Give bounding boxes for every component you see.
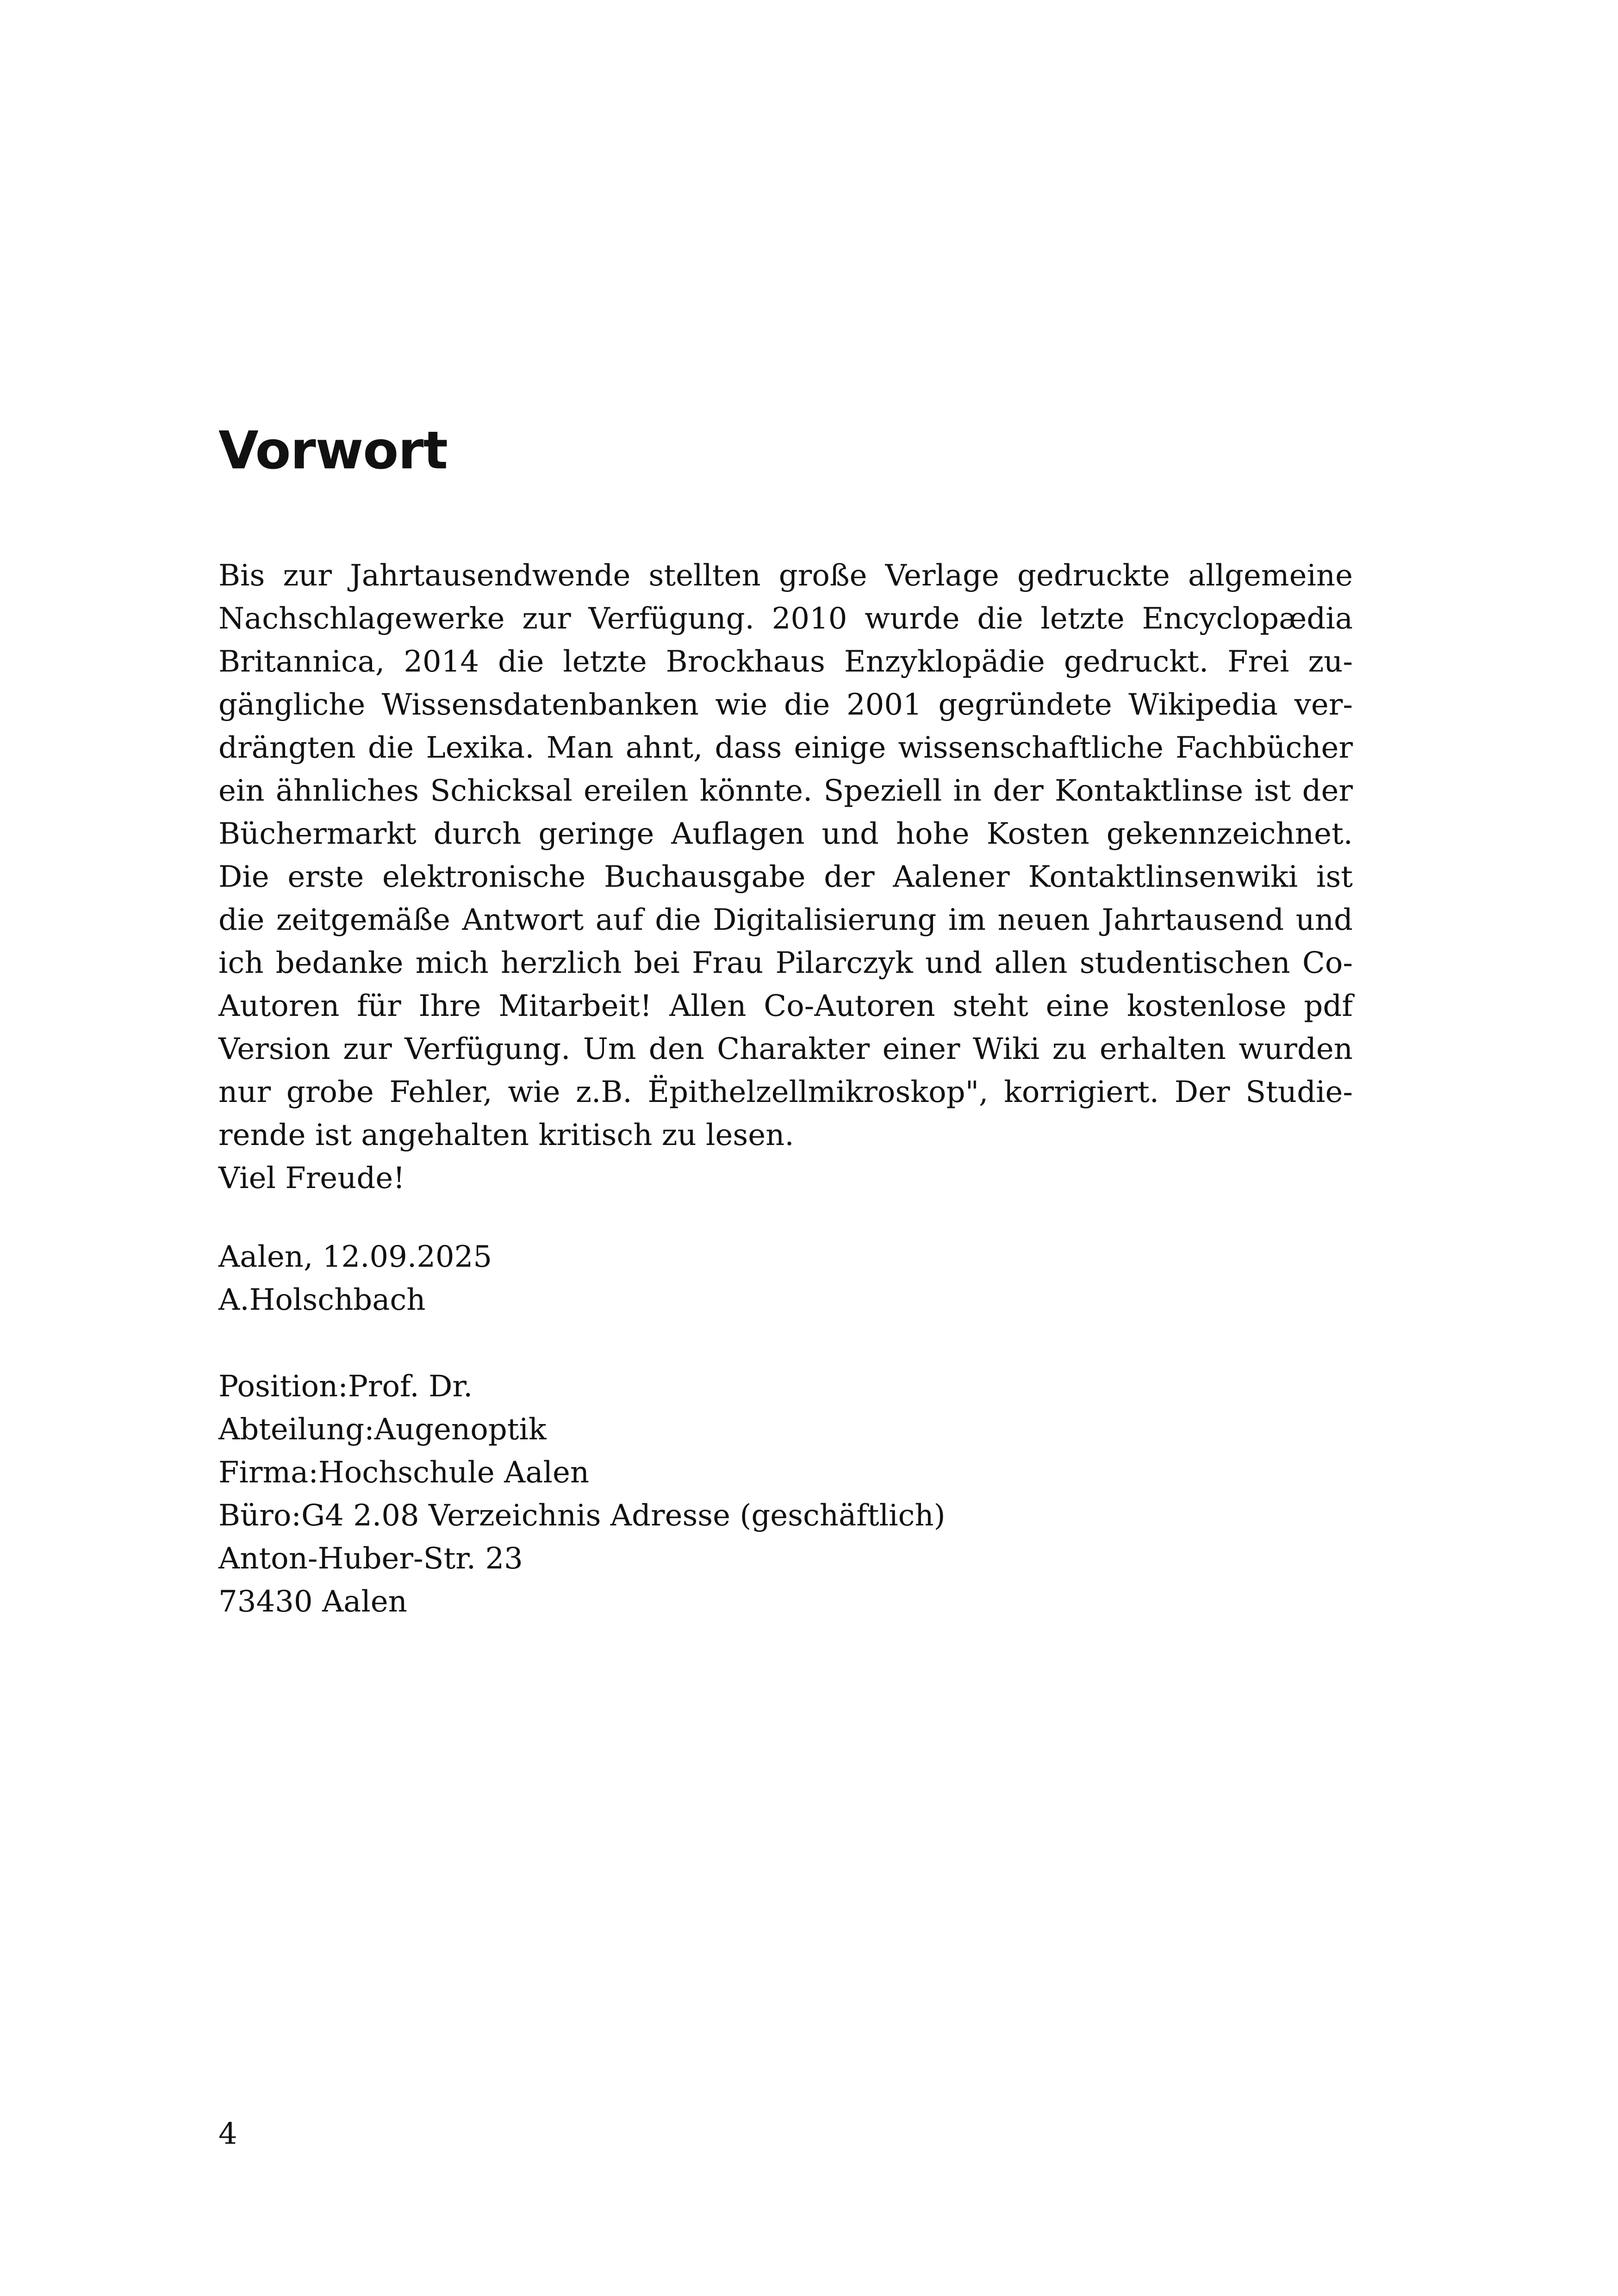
paragraph-line: Die erste elektronische Buchausgabe der Aalener Kontaktlinsenwiki ist xyxy=(218,860,1353,894)
address-block xyxy=(218,1365,946,1624)
paragraph-line: gängliche Wissensdatenbanken wie die 2001 gegründete Wikipedia ver- xyxy=(218,688,1353,722)
paragraph-line: ein ähnliches Schicksal ereilen könnte. Speziell in der Kontaktlinse ist der xyxy=(218,774,1353,808)
preface-paragraph xyxy=(218,554,1353,1200)
author-name: A.Holschbach xyxy=(218,1283,426,1317)
paragraph-line: Nachschlagewerke zur Verfügung. 2010 wurde die letzte Encyclopædia xyxy=(218,602,1353,636)
company-line: Firma:Hochschule Aalen xyxy=(218,1456,590,1490)
paragraph-line: drängten die Lexika. Man ahnt, dass einige wissenschaftliche Fachbücher xyxy=(218,731,1353,765)
paragraph-line: rende ist angehalten kritisch zu lesen. xyxy=(218,1118,794,1152)
position-line: Position:Prof. Dr. xyxy=(218,1369,473,1404)
paragraph-line: Büchermarkt durch geringe Auflagen und hohe Kosten gekennzeichnet. xyxy=(218,817,1353,851)
page-title: Vorwort xyxy=(218,421,448,481)
city-line: 73430 Aalen xyxy=(218,1585,407,1619)
paragraph-line: Autoren für Ihre Mitarbeit! Allen Co-Autoren steht eine kostenlose pdf xyxy=(218,989,1353,1023)
paragraph-line: die zeitgemäße Antwort auf die Digitalisierung im neuen Jahrtausend und xyxy=(218,903,1353,937)
street-line: Anton-Huber-Str. 23 xyxy=(218,1542,523,1576)
office-line: Büro:G4 2.08 Verzeichnis Adresse (geschäftlich) xyxy=(218,1499,946,1533)
paragraph-line: Bis zur Jahrtausendwende stellten große Verlage gedruckte allgemeine xyxy=(218,559,1353,593)
paragraph-line: Britannica, 2014 die letzte Brockhaus Enzyklopädie gedruckt. Frei zu- xyxy=(218,645,1353,679)
paragraph-line: ich bedanke mich herzlich bei Frau Pilarczyk und allen studentischen Co- xyxy=(218,946,1353,980)
signature-block xyxy=(218,1236,492,1322)
paragraph-line: nur grobe Fehler, wie z.B. Ëpithelzellmikroskop", korrigiert. Der Studie- xyxy=(218,1075,1353,1109)
paragraph-line: Version zur Verfügung. Um den Charakter einer Wiki zu erhalten wurden xyxy=(218,1032,1353,1066)
page-number: 4 xyxy=(218,2117,237,2151)
place-date: Aalen, 12.09.2025 xyxy=(218,1240,492,1274)
closing-line: Viel Freude! xyxy=(218,1161,405,1195)
department-line: Abteilung:Augenoptik xyxy=(218,1412,547,1447)
